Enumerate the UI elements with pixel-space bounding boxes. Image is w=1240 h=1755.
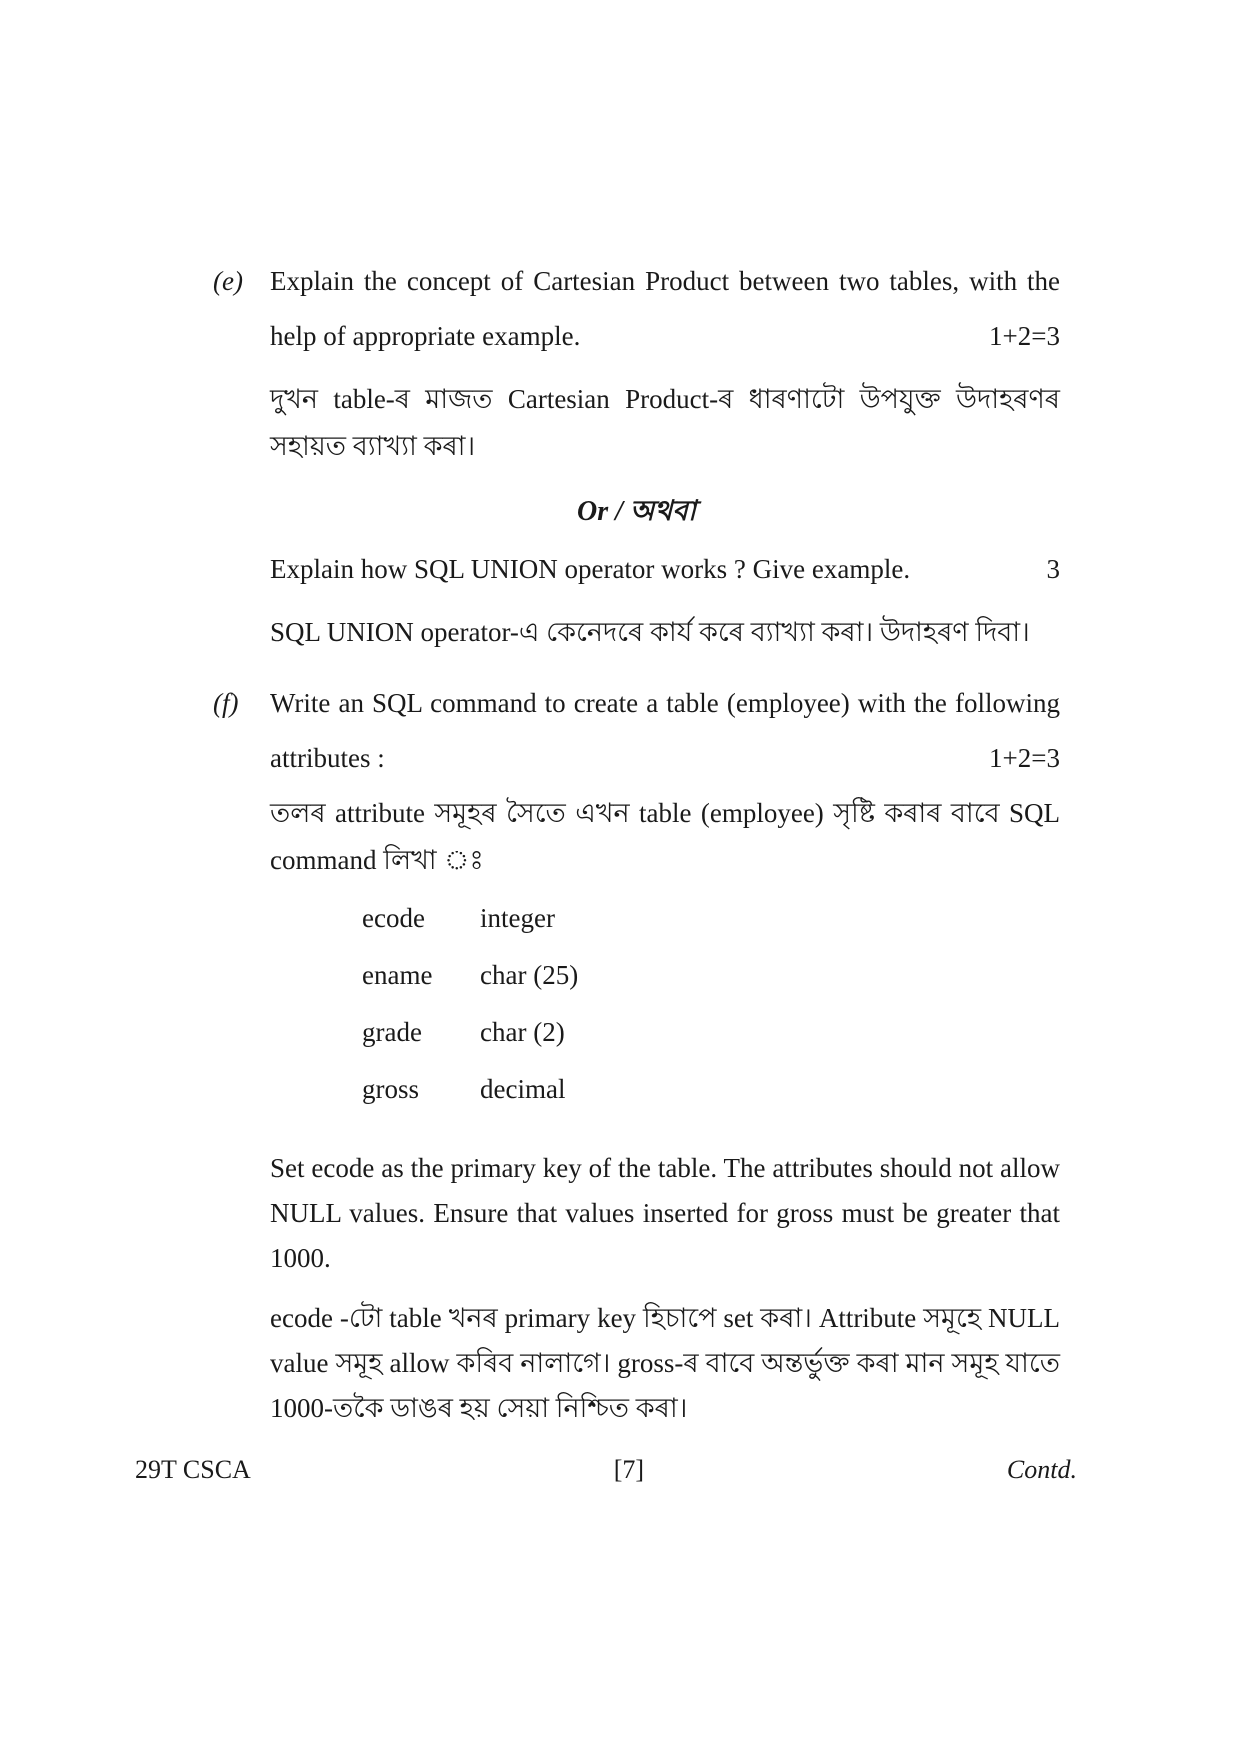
attribute-row-grade (362, 1004, 1060, 1061)
question-f-english-text (270, 676, 1060, 786)
page-number: [7] (613, 1455, 645, 1484)
question-f-assamese-text: তলৰ attribute সমূহৰ সৈতে এখন table (employee) সৃষ্টি কৰাৰ বাবে SQL command লিখা ঃ (270, 798, 1060, 875)
question-f-body (270, 676, 1060, 1431)
attribute-name: grade (362, 1017, 422, 1047)
union-marks: 3 (1033, 542, 1061, 597)
question-f-english-span: Write an SQL command to create a table (employee) with the following attributes : (270, 688, 1060, 773)
union-assamese-text: SQL UNION operator-এ কেনেদৰে কাৰ্য কৰে ব্যাখ্যা কৰা। উদাহৰণ দিবা। (270, 617, 1030, 647)
question-f-marks: 1+2=3 (975, 731, 1060, 786)
question-f-label: (f) (213, 688, 239, 718)
question-f (213, 676, 1060, 1431)
question-e-alt-body (270, 542, 1060, 676)
attribute-name: ecode (362, 903, 425, 933)
question-e-alt-label-spacer (213, 542, 270, 676)
union-english-span: Explain how SQL UNION operator works ? Give example. (270, 554, 911, 584)
question-e-body (270, 254, 1060, 470)
question-f-assamese-note: ecode -টো table খনৰ primary key হিচাপে set কৰা। Attribute সমূহে NULL value সমূহ allow কৰিব নালাগে। gross-ৰ বাবে অন্তৰ্ভুক্ত কৰা মান সমূহ যাতে 1000-তকৈ ডাঙৰ হয় সেয়া নিশ্চিত কৰা। (270, 1303, 1060, 1423)
attribute-row-ename (362, 947, 1060, 1004)
attribute-row-ecode (362, 890, 1060, 947)
page-footer (135, 1455, 1077, 1485)
attribute-type: char (2) (480, 1017, 565, 1047)
union-english-text (270, 542, 1060, 597)
question-e-english-span: Explain the concept of Cartesian Product between two tables, with the help of appropriate example. (270, 266, 1060, 351)
contd-label: Contd. (1006, 1455, 1077, 1484)
attribute-table (362, 890, 1060, 1118)
question-e-assamese-text: দুখন table-ৰ মাজত Cartesian Product-ৰ ধাৰণাটো উপযুক্ত উদাহৰণৰ সহায়ত ব্যাখ্যা কৰা। (270, 384, 1060, 461)
question-e-label: (e) (213, 266, 243, 296)
question-f-english-note: Set ecode as the primary key of the table. The attributes should not allow NULL values. Ensure that values inserted for gross must be greater that 1000. (270, 1153, 1060, 1273)
or-divider: Or / অথবা (577, 496, 696, 527)
question-e (213, 254, 1060, 470)
attribute-name: ename (362, 960, 433, 990)
question-e-english-text (270, 254, 1060, 364)
attribute-type: decimal (480, 1074, 566, 1104)
attribute-name: gross (362, 1074, 420, 1104)
paper-code: 29T CSCA (135, 1455, 251, 1484)
question-e-alternative (213, 542, 1060, 676)
attribute-type: char (25) (480, 960, 579, 990)
attribute-type: integer (480, 903, 555, 933)
attribute-row-gross (362, 1061, 1060, 1118)
question-e-marks: 1+2=3 (975, 309, 1060, 364)
